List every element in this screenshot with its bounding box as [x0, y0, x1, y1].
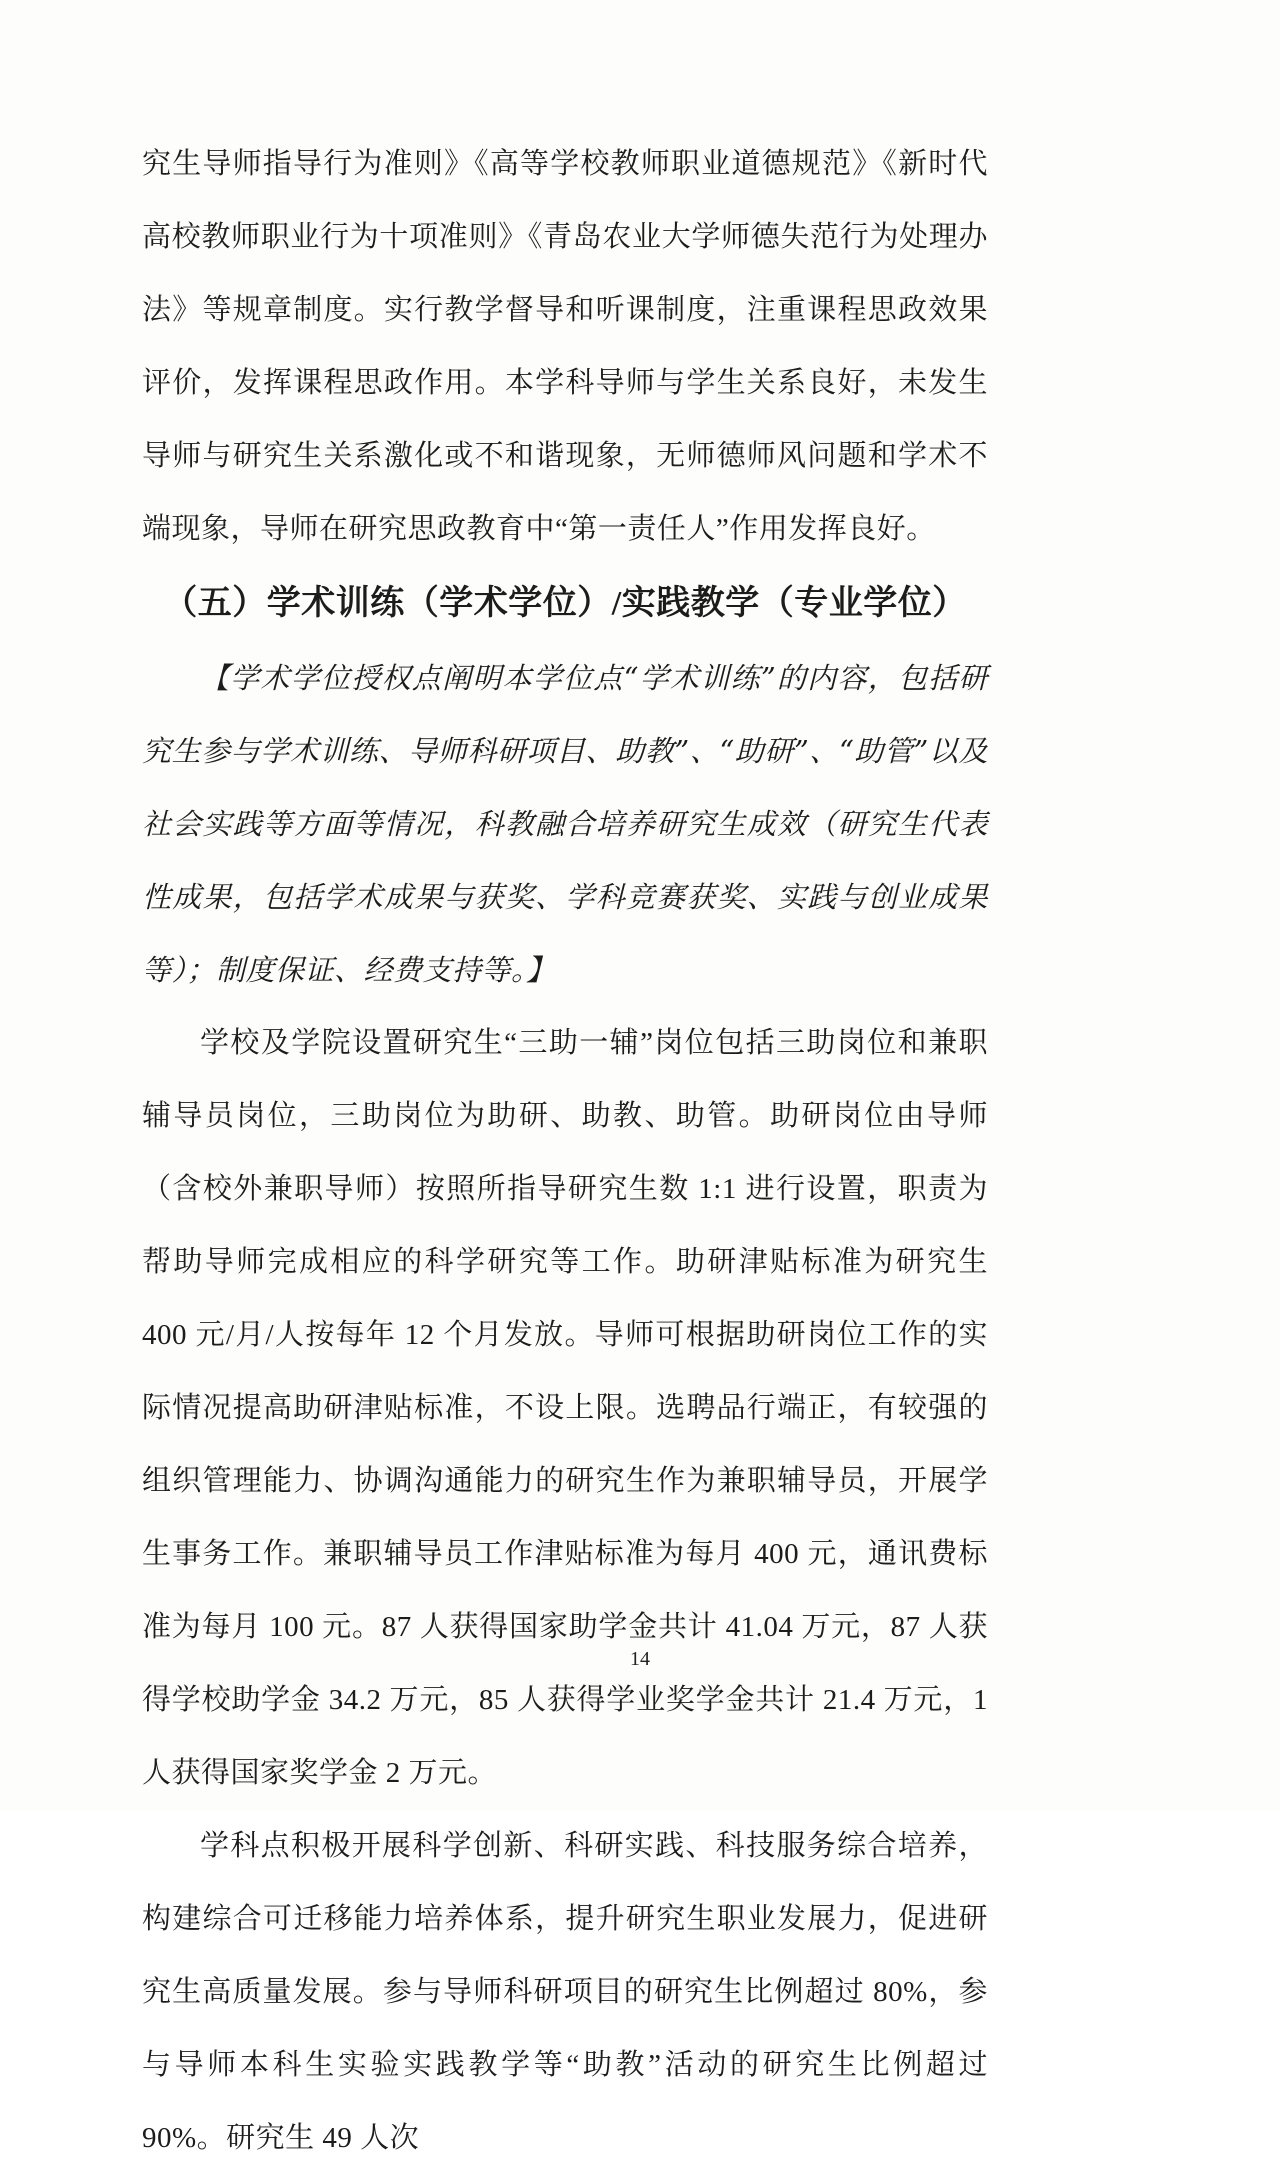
section-heading: （五）学术训练（学术学位）/实践教学（专业学位） — [163, 585, 967, 622]
page-content — [142, 128, 988, 2175]
paragraph-academic-training: 学科点积极开展科学创新、科研实践、科技服务综合培养，构建综合可迁移能力培养体系，提升研究生职业发展力，促进研究生高质量发展。参与导师科研项目的研究生比例超过 80%，参与导师本科生实验实践教学等“助教”活动的研究生比例超过 90%。研究生 49 人次 — [142, 1830, 988, 2154]
paragraph-assistant-positions: 学校及学院设置研究生“三助一辅”岗位包括三助岗位和兼职辅导员岗位，三助岗位为助研、助教、助管。助研岗位由导师（含校外兼职导师）按照所指导研究生数 1:1 进行设置，职责为帮助导师完成相应的科学研究等工作。助研津贴标准为研究生 400 元/月/人按每年 12 个月发放。导师可根据助研岗位工作的实际情况提高助研津贴标准，不设上限。选聘品行端正，有较强的组织管理能力、协调沟通能力的研究生作为兼职辅导员，开展学生事务工作。兼职辅导员工作津贴标准为每月 400 元，通讯费标准为每月 100 元。87 人获得国家助学金共计 41.04 万元，87 人获得学校助学金 34.2 万元，85 人获得学业奖学金共计 21.4 万元，1 人获得国家奖学金 2 万元。 — [142, 1027, 988, 1789]
page-number: 14 — [630, 1648, 650, 1670]
paragraph-continuation: 究生导师指导行为准则》《高等学校教师职业道德规范》《新时代高校教师职业行为十项准则》《青岛农业大学师德失范行为处理办法》等规章制度。实行教学督导和听课制度，注重课程思政效果评价，发挥课程思政作用。本学科导师与学生关系良好，未发生导师与研究生关系激化或不和谐现象，无师德师风问题和学术不端现象，导师在研究思政教育中“第一责任人”作用发挥良好。 — [142, 148, 988, 545]
paragraph-bracket-note: 【学术学位授权点阐明本学位点“学术训练”的内容，包括研究生参与学术训练、导师科研项目、助教”、“助研”、“助管”以及社会实践等方面等情况，科教融合培养研究生成效（研究生代表性成果，包括学术成果与获奖、学科竞赛获奖、实践与创业成果等）；制度保证、经费支持等。】 — [142, 661, 988, 987]
